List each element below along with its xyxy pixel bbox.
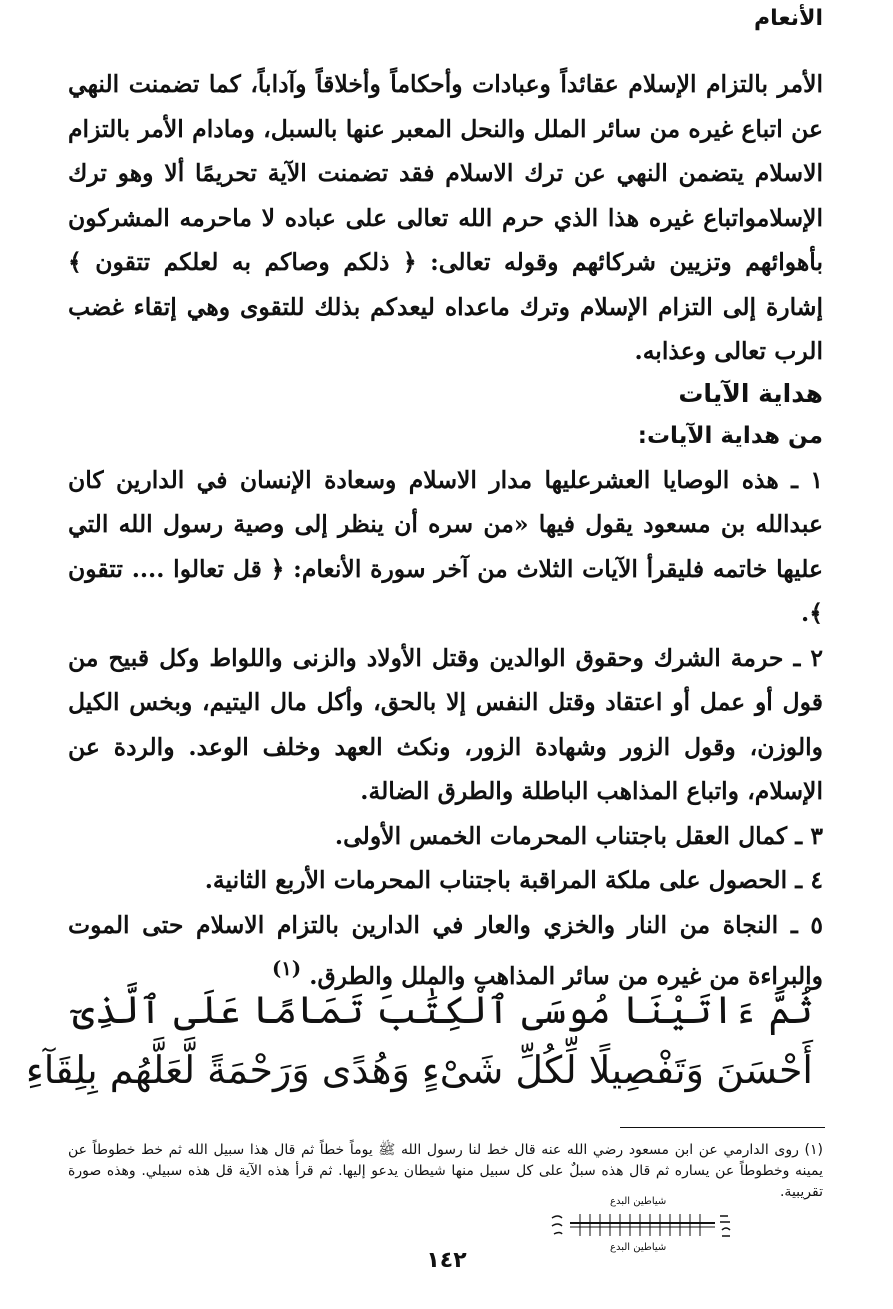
footnote-divider: [620, 1127, 825, 1128]
list-item: [68, 458, 823, 636]
list-item: [68, 636, 823, 814]
paths-diagram: [540, 1196, 740, 1256]
diagram-bottom-label: شياطين البدع: [610, 1242, 667, 1253]
section-subheading: من هداية الآيات:: [637, 422, 823, 449]
item-number: ١ ـ: [791, 465, 824, 494]
item-text: حرمة الشرك وحقوق الوالدين وقتل الأولاد والزنى واللواط وكل قبيح من قول أو عمل أو اعتقاد وقتل النفس إلا بالحق، وأكل مال اليتيم، وبخس الكيل والوزن، وقول الزور وشهادة الزور، ونكث العهد وخلف الوعد. والردة عن الإسلام، واتباع المذاهب الباطلة والطرق الضالة.: [68, 643, 823, 805]
page-number: ١٤٢: [426, 1248, 467, 1273]
intro-paragraph: الأمر بالتزام الإسلام عقائداً وعبادات وأحكاماً وأخلاقاً وآداباً، كما تضمنت النهي عن اتباع غيره من سائر الملل والنحل المعبر عنها بالسبل، ومادام الأمر بالتزام الاسلام يتضمن النهي عن ترك الاسلام فقد تضمنت الآية تحريمًا ألا وهو ترك الإسلامواتباع غيره هذا الذي حرم الله تعالى على عباده لا ماحرمه المشركون بأهوائهم وتزيين شركائهم وقوله تعالى: ﴿ ذلكم وصاكم به لعلكم تتقون ﴾ إشارة إلى التزام الإسلام وترك ماعداه ليعدكم بذلك للتقوى وهي إتقاء غضب الرب تعالى وعذابه.: [68, 70, 823, 365]
item-number: ٣ ـ: [795, 821, 823, 850]
footnote: [68, 1140, 823, 1203]
section-heading: هداية الآيات: [678, 378, 823, 408]
item-text: النجاة من النار والخزي والعار في الدارين بالتزام الاسلام حتى الموت والبراءة من غيره من سائر المذاهب والملل والطرق.: [68, 910, 823, 990]
quran-verse: [25, 980, 813, 1100]
item-number: ٢ ـ: [793, 643, 823, 672]
footnote-text: (١) روى الدارمي عن ابن مسعود رضي الله عنه قال خط لنا رسول الله ﷺ يوماً خطاً ثم قال هذا سبيل الله ثم خط خطوطاً عن يمينه وخطوطاً عن يساره ثم قال هذه سبلٌ على كل سبيل منها شيطان يدعو إليها. ثم قرأ هذه الآية قل هذه سبيلي. وهذه صورة تقريبية.: [68, 1142, 823, 1200]
body-text: [68, 62, 823, 998]
footnote-marker[interactable]: (١): [272, 957, 302, 980]
verse-line-1: ثُمَّ ءَاتَيْنَا مُوسَى ٱلْكِتَٰبَ تَمَامًا عَلَى ٱلَّذِىٓ: [72, 988, 813, 1032]
item-text: الحصول على ملكة المراقبة باجتناب المحرمات الأربع الثانية.: [204, 866, 788, 894]
list-item: [68, 858, 823, 903]
item-number: ٤ ـ: [795, 866, 823, 894]
item-text: كمال العقل باجتناب المحرمات الخمس الأولى.: [334, 821, 788, 850]
list-item: [68, 814, 823, 859]
running-header: الأنعام: [754, 6, 823, 31]
diagram-top-label: شياطين البدع: [610, 1196, 667, 1207]
item-number: ٥ ـ: [790, 910, 823, 939]
verse-line-2: أَحْسَنَ وَتَفْصِيلًا لِّكُلِّ شَىْءٍ وَهُدًى وَرَحْمَةً لَّعَلَّهُم بِلِقَآءِ: [25, 1048, 813, 1092]
item-text: هذه الوصايا العشرعليها مدار الاسلام وسعادة الإنسان في الدارين كان عبدالله بن مسعود يقول فيها «من سره أن ينظر إلى وصية رسول الله التي عليها خاتمه فليقرأ الآيات الثلاث من آخر سورة الأنعام: ﴿ قل تعالوا .... تتقون ﴾.: [68, 465, 823, 627]
